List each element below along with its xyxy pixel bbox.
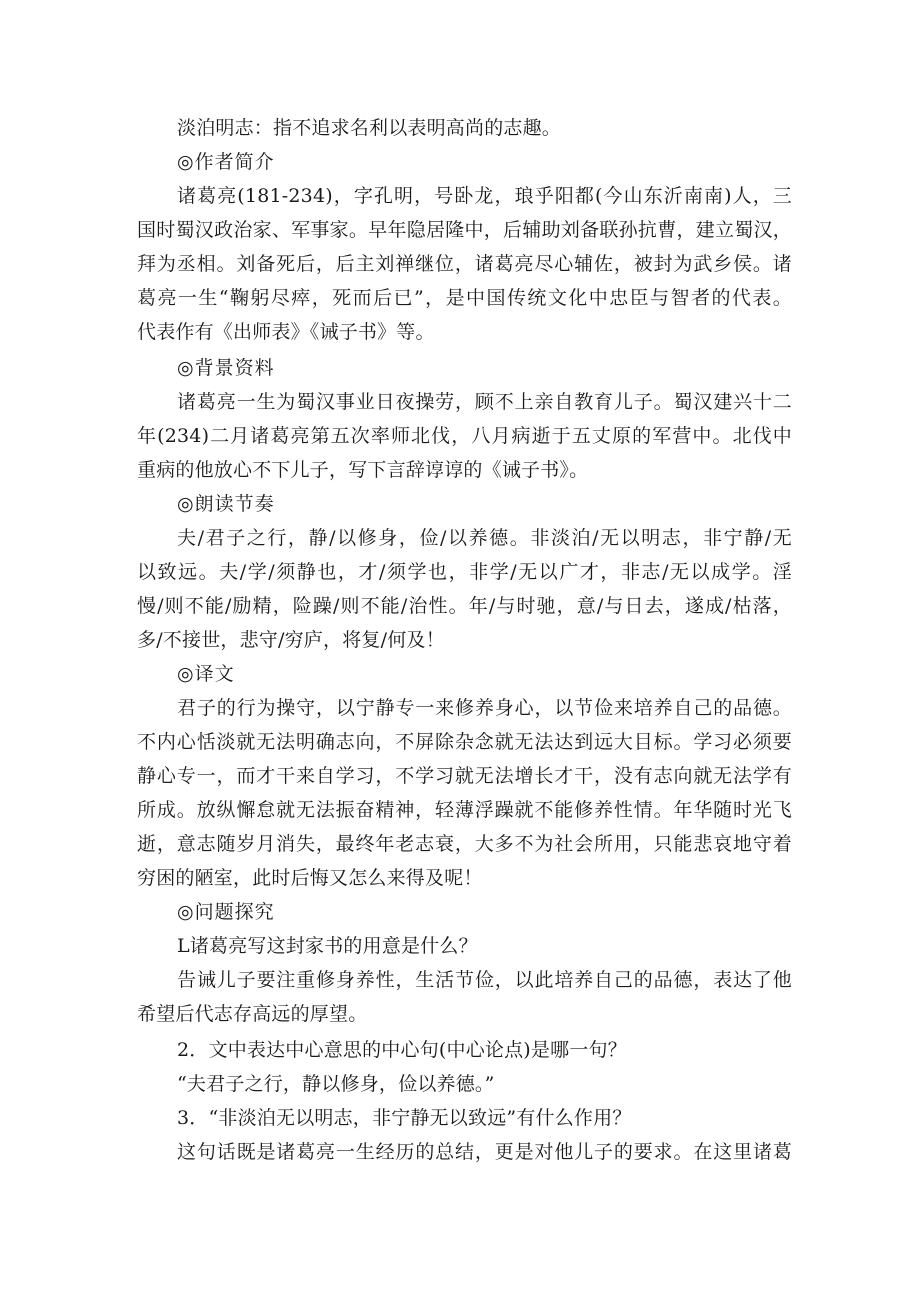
paragraph-line: 多/不接世，悲守/穷庐，将复/何及！	[137, 629, 445, 651]
section-heading-author: ◎作者简介	[177, 151, 275, 173]
section-heading-inquiry: ◎问题探究	[177, 901, 275, 923]
question-line: L诸葛亮写这封家书的用意是什么？	[177, 935, 478, 957]
paragraph-line: 国时蜀汉政治家、军事家。早年隐居隆中，后辅助刘备联孙抗曹，建立蜀汉，	[137, 219, 792, 241]
paragraph-line: 诸葛亮一生为蜀汉事业日夜操劳，顾不上亲自教育儿子。蜀汉建兴十二	[177, 391, 792, 413]
paragraph-line: 以致远。夫/学/须静也，才/须学也，非学/无以广才，非志/无以成学。淫	[137, 561, 792, 583]
paragraph-line: 代表作有《出师表》《诫子书》等。	[137, 321, 435, 343]
answer-line: 告诫儿子要注重修身养性，生活节俭，以此培养自己的品德，表达了他	[177, 969, 792, 991]
paragraph-line: 重病的他放心不下儿子，写下言辞谆谆的《诫子书》。	[137, 459, 589, 481]
paragraph-line: 年(234)二月诸葛亮第五次率师北伐，八月病逝于五丈原的军营中。北伐中	[137, 425, 792, 447]
paragraph-line: 慢/则不能/励精，险躁/则不能/治性。年/与时驰，意/与日去，遂成/枯落，	[137, 595, 792, 617]
answer-line: 这句话既是诸葛亮一生经历的总结，更是对他儿子的要求。在这里诸葛	[177, 1141, 792, 1163]
answer-line: 希望后代志存高远的厚望。	[137, 1003, 368, 1025]
paragraph-line: 夫/君子之行，静/以修身，俭/以养德。非淡泊/无以明志，非宁静/无	[177, 527, 792, 549]
paragraph-line: 诸葛亮(181-234)，字孔明，号卧龙，琅乎阳都(今山东沂南南)人，三	[177, 185, 792, 207]
paragraph-line: 所成。放纵懈怠就无法振奋精神，轻薄浮躁就不能修养性情。年华随时光飞	[137, 799, 792, 821]
answer-line: “夫君子之行，静以修身，俭以养德。”	[177, 1073, 495, 1095]
question-line: 3．“非淡泊无以明志，非宁静无以致远”有什么作用？	[177, 1107, 632, 1129]
paragraph-line: 穷困的陋室，此时后悔又怎么来得及呢！	[137, 867, 483, 889]
paragraph-line: 君子的行为操守，以宁静专一来修养身心，以节俭来培养自己的品德。	[177, 697, 792, 719]
paragraph-line: 静心专一，而才干来自学习，不学习就无法增长才干，没有志向就无法学有	[137, 765, 792, 787]
paragraph-line: 逝，意志随岁月消失，最终年老志衰，大多不为社会所用，只能悲哀地守着	[137, 833, 792, 855]
definition-line: 淡泊明志：指不追求名利以表明高尚的志趣。	[177, 117, 562, 139]
section-heading-rhythm: ◎朗读节奏	[177, 493, 275, 515]
paragraph-line: 拜为丞相。刘备死后，后主刘禅继位，诸葛亮尽心辅佐，被封为武乡侯。诸	[137, 253, 792, 275]
section-heading-background: ◎背景资料	[177, 357, 275, 379]
paragraph-line: 不内心恬淡就无法明确志向，不屏除杂念就无法达到远大目标。学习必须要	[137, 731, 792, 753]
section-heading-translation: ◎译文	[177, 663, 235, 685]
question-line: 2．文中表达中心意思的中心句(中心论点)是哪一句？	[177, 1039, 627, 1061]
paragraph-line: 葛亮一生“鞠躬尽瘁，死而后已”，是中国传统文化中忠臣与智者的代表。	[137, 287, 792, 309]
